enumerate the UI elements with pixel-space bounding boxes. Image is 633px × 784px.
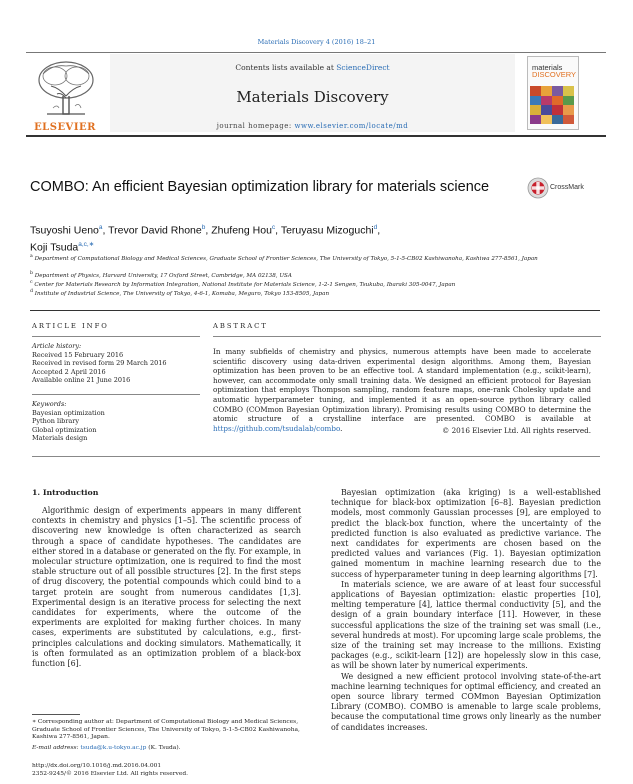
article-history — [32, 342, 202, 385]
author[interactable]: Koji Tsuda — [30, 241, 79, 253]
right-column — [331, 488, 601, 733]
author-affil-marker[interactable]: d — [373, 224, 378, 231]
history-item: Accepted 2 April 2016 — [32, 367, 106, 376]
divider — [213, 336, 601, 337]
author[interactable]: Tsuyoshi Ueno — [30, 224, 99, 237]
keyword: Global optimization — [32, 425, 97, 434]
affil-marker: b — [30, 271, 33, 276]
cover-title — [532, 64, 576, 78]
footnote-rule — [32, 714, 80, 715]
paragraph: We designed a new efficient protocol involving state-of-the-art machine learning techniques for optimal efficiency, and created an open source library termed COMmon Bayesian Optimization Library (COMBO). COMBO is amenable to large scale problems, because the computational time grows only linearly as the number of candidates increases. — [331, 671, 601, 732]
divider — [30, 310, 600, 311]
doi-link[interactable]: http://dx.doi.org/10.1016/j.md.2016.04.001 — [32, 763, 162, 769]
author[interactable]: Teruyasu Mizoguchi — [280, 224, 374, 237]
sciencedirect-link[interactable]: ScienceDirect — [336, 63, 390, 72]
section-heading-introduction: 1. Introduction — [32, 488, 99, 497]
journal-reference[interactable]: Materials Discovery 4 (2016) 18–21 — [257, 38, 376, 46]
elsevier-tree-logo — [33, 56, 99, 122]
author-separator: , — [205, 224, 212, 237]
homepage-prefix: journal homepage: — [216, 122, 295, 130]
keyword: Materials design — [32, 434, 88, 443]
affiliation — [30, 253, 590, 263]
author-affil-marker[interactable]: a — [98, 224, 103, 231]
affil-marker: c — [30, 280, 33, 285]
abstract-text — [213, 347, 591, 433]
history-item: Available online 21 June 2016 — [32, 376, 131, 385]
author-affil-marker[interactable]: c — [271, 224, 276, 231]
affiliation — [30, 288, 590, 298]
header-rule-bottom — [26, 135, 606, 137]
homepage-link[interactable]: www.elsevier.com/locate/md — [294, 122, 409, 130]
github-link[interactable]: https://github.com/tsudalab/combo — [213, 423, 341, 433]
email-link[interactable]: tsuda@k.u-tokyo.ac.jp — [80, 745, 147, 751]
divider — [32, 336, 200, 337]
author-separator: , — [102, 224, 109, 237]
footnote-email — [32, 745, 302, 753]
elsevier-wordmark: ELSEVIER — [34, 122, 96, 133]
footnote-corresponding: ∗ Corresponding author at: Department of Computational Biology and Medical Sciences, Graduate School of Frontier Sciences, The University of Tokyo, 5-1-5-CB02 Kashiwanoha, Kashiwa 277-8561, Japan. — [32, 719, 300, 741]
journal-title: Materials Discovery — [236, 88, 389, 106]
author[interactable]: Trevor David Rhone — [108, 224, 202, 237]
keywords — [32, 400, 202, 443]
author-affil-marker[interactable]: a,c,∗ — [78, 240, 95, 248]
keyword: Python library — [32, 417, 80, 426]
divider — [32, 456, 600, 457]
cover-title-line2: DISCOVERY — [532, 70, 577, 79]
author-list — [30, 221, 590, 254]
divider — [32, 394, 200, 395]
paragraph: In materials science, we are aware of at least four successful applications of Bayesian optimization: elastic properties [10], melting temperature [4], lattice thermal conductivity [5], and the design of a grain boundary interface [11]. However, in these successful applications the size of the training set was small (i.e., several hundreds at most). For upcoming large scale problems, the size of the training set may increase to the millions. Existing packages (e.g., scikit-learn [12]) are hopelessly slow in this case, as will be shown later by numerical experiments. — [331, 579, 601, 671]
affil-text: Center for Materials Research by Information Integration, National Institute for Materials Science, 1-2-1 Sengen, Tsukuba, Ibaraki 305-0047, Japan — [34, 281, 456, 288]
author[interactable]: Zhufeng Hou — [211, 224, 272, 237]
history-item: Received in revised form 29 March 2016 — [32, 359, 167, 368]
abstract-heading: ABSTRACT — [213, 322, 268, 330]
abstract-body: In many subfields of chemistry and physics, numerous attempts have been made to accelerate scientific discovery using data-driven experimental design algorithms. Among them, Bayesian optimization has been proven to be an effective tool. A standard implementation (e.g., scikit-learn), however, can accommodate only small training data. We designed an efficient protocol for Bayesian optimization that employs Thompson sampling, random feature maps, one-rank Cholesky update and automatic hyperparameter tuning, and implemented it as an open-source python library called COMBO (COMmon Bayesian Optimization library). Promising results using COMBO to determine the atomic structure of a crystalline interface are presented. COMBO is available at — [213, 347, 591, 424]
affil-text: Department of Physics, Harvard University, 17 Oxford Street, Cambridge, MA 02138, USA — [34, 272, 292, 279]
affil-text: Institute of Industrial Science, The University of Tokyo, 4-6-1, Komaba, Meguro, Tokyo 153-8505, Japan — [34, 290, 330, 297]
cover-title-line1: materials — [532, 63, 563, 72]
affil-text: Department of Computational Biology and Medical Sciences, Graduate School of Frontier Sciences, The University of Tokyo, 5-1-5-CB02 Kashiwanoha, Kashiwa 277-8561, Japan — [34, 255, 538, 262]
contents-line — [110, 63, 515, 72]
left-column — [32, 506, 301, 669]
crossmark-label[interactable]: CrossMark — [550, 184, 584, 191]
author-separator: , — [275, 224, 281, 237]
affil-marker: a — [30, 254, 33, 259]
abstract-end: . — [340, 423, 343, 433]
contents-prefix: Contents lists available at — [235, 63, 337, 72]
journal-homepage — [110, 122, 515, 130]
author-separator: , — [377, 224, 381, 237]
keyword: Bayesian optimization — [32, 408, 105, 417]
affil-marker: d — [30, 289, 33, 294]
keywords-label: Keywords: — [32, 400, 67, 408]
email-suffix: (K. Tsuda). — [146, 745, 181, 751]
abstract-copyright: © 2016 Elsevier Ltd. All rights reserved. — [442, 426, 591, 435]
email-label: E-mail address: — [32, 745, 81, 751]
paragraph: Bayesian optimization (aka kriging) is a well-established technique for black-box optimization [6–8]. Bayesian prediction models, most commonly Gaussian processes [9], are employed to predict the black-box function, where the uncertainty of the predicted function is also evaluated as predictive variance. The next candidates for experiments are chosen based on the predicted values and variances (Fig. 1). Bayesian optimization gained momentum in machine learning research due to the success of hyperparameter tuning in deep learning algorithms [7]. — [331, 488, 601, 579]
article-title: COMBO: An efficient Bayesian optimization library for materials science — [30, 179, 490, 195]
cover-image-grid — [530, 86, 574, 124]
crossmark-icon[interactable] — [527, 177, 549, 199]
history-label: Article history: — [32, 342, 82, 350]
history-item: Received 15 February 2016 — [32, 350, 124, 359]
paragraph: Algorithmic design of experiments appears in many different contexts in chemistry and physics [1–5]. The scientific process of discovering new knowledge is often characterized as search through a space of candidate hypotheses. The candidates are either stored in a database or generated on the fly. For example, in molecular structure optimization, one is required to find the most stable structure out of all possible structures [2]. In the first steps of drug discovery, the potential compounds which could bind to a target protein are sought from numerous candidates [1,3]. Experimental design is an iterative process for selecting the next candidates for experiments, where the outcome of the experiments are exploited for making further choices. In many cases, experiments are substituted by calculations, e.g., first-principles calculations and docking simulators. Mathematically, it is often formulated as an optimization problem of a black-box function [6]. — [32, 506, 301, 669]
issn-line: 2352-9245/© 2016 Elsevier Ltd. All rights reserved. — [32, 771, 188, 777]
author-affil-marker[interactable]: b — [201, 224, 206, 231]
header-rule-top — [26, 52, 606, 53]
article-info-heading: ARTICLE INFO — [32, 322, 109, 330]
